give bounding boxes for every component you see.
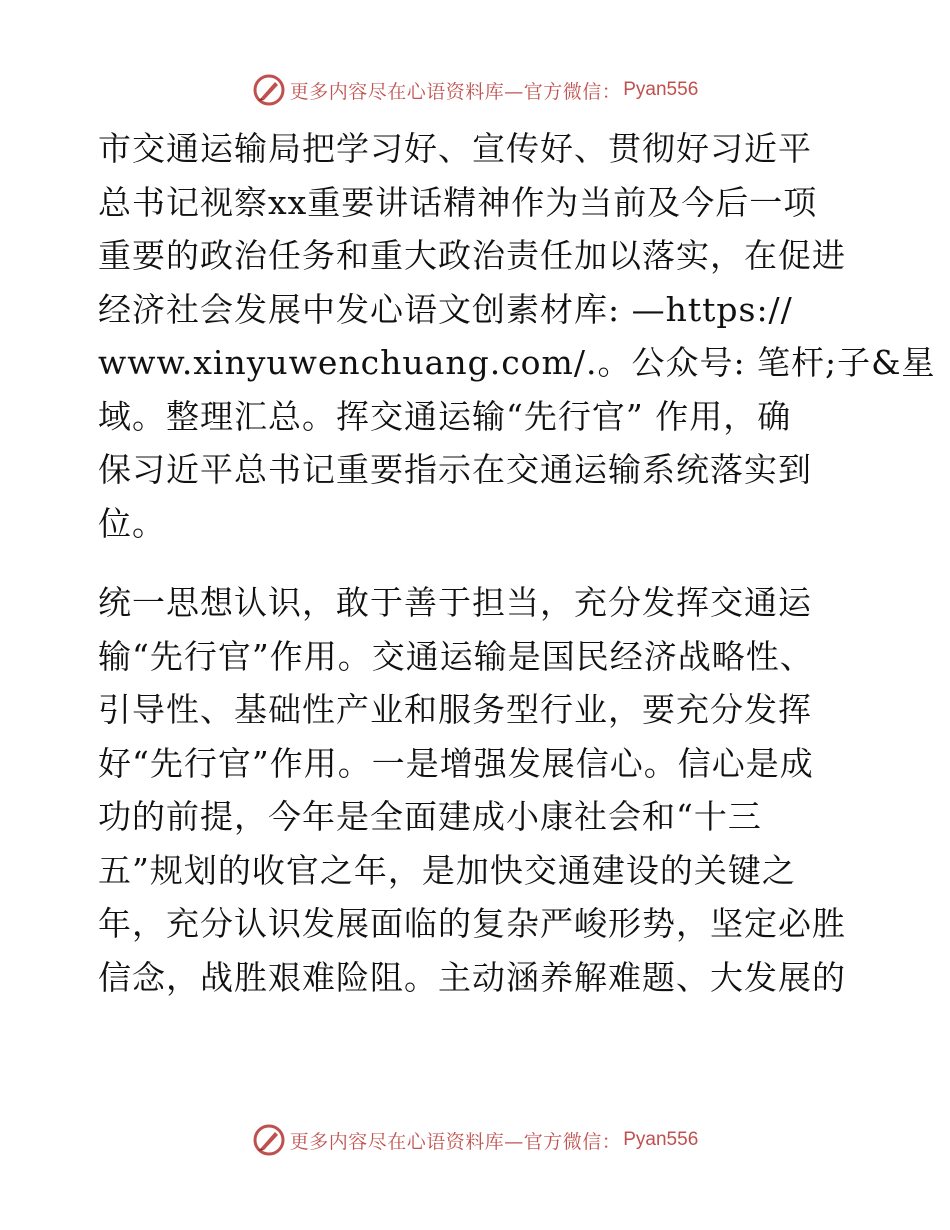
text-line: 总书记视察xx重要讲话精神作为当前及今后一项	[98, 182, 818, 222]
quill-pen-logo-icon	[252, 1123, 286, 1157]
text-line: 市交通运输局把学习好、宣传好、贯彻好习近平	[98, 129, 812, 168]
banner-wechat-id: Pyan556	[623, 79, 699, 100]
text-line: 年，充分认识发展面临的复杂严峻形势，坚定必胜	[98, 904, 846, 943]
paragraph-2	[98, 576, 858, 1004]
text-line: 重要的政治任务和重大政治责任加以落实，在促进	[98, 236, 846, 275]
text-line: 输“先行官”作用。交通运输是国民经济战略性、	[98, 636, 814, 676]
document-body	[98, 122, 936, 1004]
text-line: 功的前提，今年是全面建成小康社会和“十三	[98, 797, 762, 836]
banner-text: 更多内容尽在心语资料库—官方微信：	[289, 80, 622, 103]
paragraph-1	[98, 122, 936, 550]
quill-pen-logo-icon	[252, 73, 286, 107]
text-line: 好“先行官”作用。一是增强发展信心。信心是成	[98, 743, 814, 783]
paragraph-spacer	[98, 550, 858, 576]
text-line: 域。整理汇总。挥交通运输“先行官” 作用，确	[98, 396, 792, 436]
footer-banner	[0, 1120, 950, 1160]
text-line: 位。	[98, 503, 166, 543]
banner-wechat-id: Pyan556	[623, 1129, 699, 1150]
text-line: www.xinyuwenchuang.com/.。公众号: 笔杆;子&星	[98, 343, 936, 382]
text-line: 保习近平总书记重要指示在交通运输系统落实到	[98, 450, 812, 489]
text-line: 统一思想认识，敢于善于担当，充分发挥交通运	[98, 583, 812, 622]
text-line: 五”规划的收官之年，是加快交通建设的关键之	[98, 850, 796, 890]
text-line: 引导性、基础性产业和服务型行业，要充分发挥	[98, 690, 812, 729]
text-line: 经济社会发展中发心语文创素材库: —https://	[98, 289, 793, 329]
text-line: 信念，战胜艰难险阻。主动涵养解难题、大发展的	[98, 957, 846, 997]
banner-text: 更多内容尽在心语资料库—官方微信：	[289, 1130, 622, 1153]
header-banner	[0, 70, 950, 110]
